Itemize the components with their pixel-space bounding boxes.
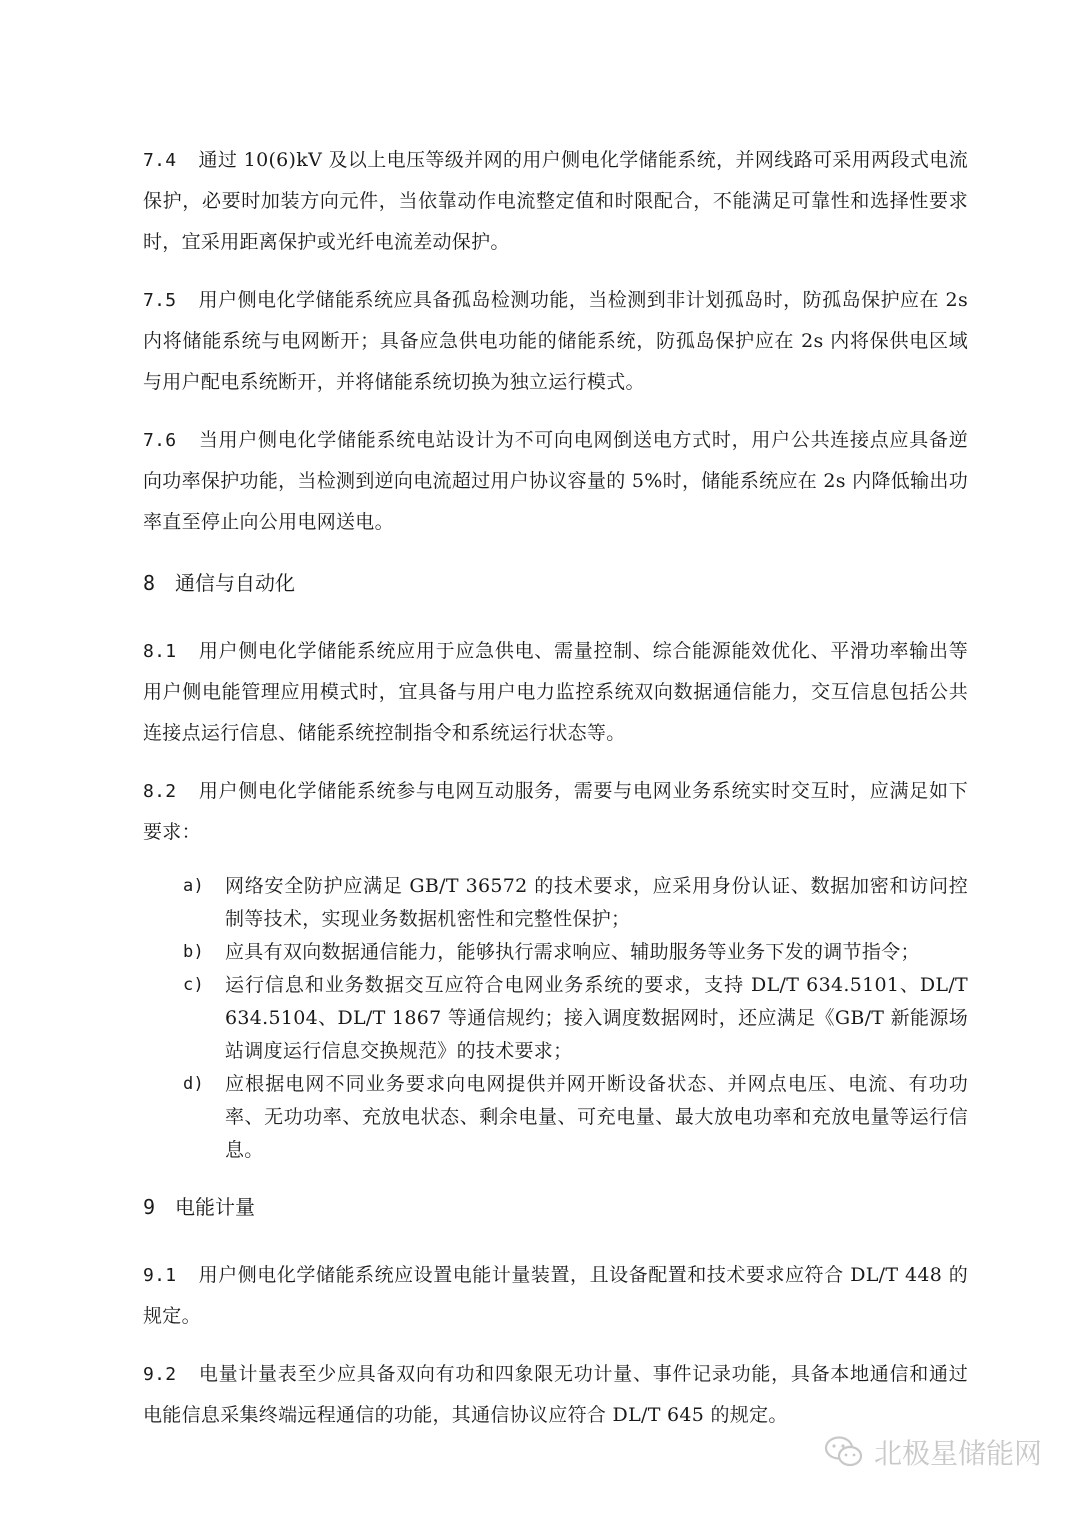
list-marker: d) — [183, 1074, 205, 1094]
clause-text: 电量计量表至少应具备双向有功和四象限无功计量、事件记录功能，具备本地通信和通过电能信息采集终端远程通信的功能，其通信协议应符合 DL/T 645 的规定。 — [143, 1363, 968, 1426]
clause-number: 7.6 — [143, 430, 177, 451]
watermark-text: 北极星储能网 — [873, 1437, 1042, 1470]
section-number: 8 — [143, 571, 156, 595]
list-item-text: 应根据电网不同业务要求向电网提供并网开断设备状态、并网点电压、电流、有功功率、无功功率、充放电状态、剩余电量、可充电量、最大放电功率和充放电量等运行信息。 — [225, 1073, 968, 1161]
list-item-text: 应具有双向数据通信能力，能够执行需求响应、辅助服务等业务下发的调节指令； — [225, 941, 920, 963]
clause-number: 9.2 — [143, 1364, 177, 1385]
clause-number: 8.2 — [143, 781, 177, 802]
list-marker: c) — [183, 975, 205, 995]
clause-8-1 — [143, 631, 968, 754]
clause-text: 用户侧电化学储能系统应具备孤岛检测功能，当检测到非计划孤岛时，防孤岛保护应在 2s 内将储能系统与电网断开；具备应急供电功能的储能系统，防孤岛保护应在 2s 内将保供电区域与用户配电系统断开，并将储能系统切换为独立运行模式。 — [143, 289, 968, 393]
clause-7-5 — [143, 280, 968, 403]
list-item — [143, 1068, 968, 1167]
clause-7-4 — [143, 140, 968, 263]
clause-7-6 — [143, 420, 968, 543]
clause-text: 用户侧电化学储能系统参与电网互动服务，需要与电网业务系统实时交互时，应满足如下要求： — [143, 780, 968, 843]
clause-text: 用户侧电化学储能系统应用于应急供电、需量控制、综合能源能效优化、平滑功率输出等用户侧电能管理应用模式时，宜具备与用户电力监控系统双向数据通信能力，交互信息包括公共连接点运行信息、储能系统控制指令和系统运行状态等。 — [143, 640, 968, 744]
list-marker: a) — [183, 876, 205, 896]
requirements-list — [143, 870, 968, 1167]
clause-text: 通过 10(6)kV 及以上电压等级并网的用户侧电化学储能系统，并网线路可采用两段式电流保护，必要时加装方向元件，当依靠动作电流整定值和时限配合，不能满足可靠性和选择性要求时，宜采用距离保护或光纤电流差动保护。 — [143, 149, 968, 253]
section-heading-9 — [143, 1187, 968, 1228]
clause-9-1 — [143, 1255, 968, 1337]
watermark — [824, 1432, 1042, 1472]
clause-number: 9.1 — [143, 1265, 177, 1286]
clause-number: 7.4 — [143, 150, 177, 171]
section-heading-8 — [143, 563, 968, 604]
list-item — [143, 936, 968, 969]
wechat-icon — [824, 1435, 864, 1469]
list-item-text: 网络安全防护应满足 GB/T 36572 的技术要求，应采用身份认证、数据加密和访问控制等技术，实现业务数据机密性和完整性保护； — [225, 875, 968, 930]
section-number: 9 — [143, 1195, 156, 1219]
clause-text: 用户侧电化学储能系统应设置电能计量装置，且设备配置和技术要求应符合 DL/T 448 的规定。 — [143, 1264, 968, 1327]
clause-8-2 — [143, 771, 968, 853]
list-item — [143, 870, 968, 936]
section-title: 电能计量 — [175, 1195, 256, 1219]
section-title: 通信与自动化 — [175, 571, 296, 595]
list-marker: b) — [183, 942, 205, 962]
list-item — [143, 969, 968, 1068]
list-item-text: 运行信息和业务数据交互应符合电网业务系统的要求，支持 DL/T 634.5101、DL/T 634.5104、DL/T 1867 等通信规约；接入调度数据网时，还应满足《GB/T 新能源场站调度运行信息交换规范》的技术要求； — [225, 974, 968, 1062]
clause-text: 当用户侧电化学储能系统电站设计为不可向电网倒送电方式时，用户公共连接点应具备逆向功率保护功能，当检测到逆向电流超过用户协议容量的 5%时，储能系统应在 2s 内降低输出功率直至停止向公用电网送电。 — [143, 429, 968, 533]
clause-9-2 — [143, 1354, 968, 1436]
document-page — [143, 140, 968, 1453]
clause-number: 7.5 — [143, 290, 177, 311]
clause-number: 8.1 — [143, 641, 177, 662]
